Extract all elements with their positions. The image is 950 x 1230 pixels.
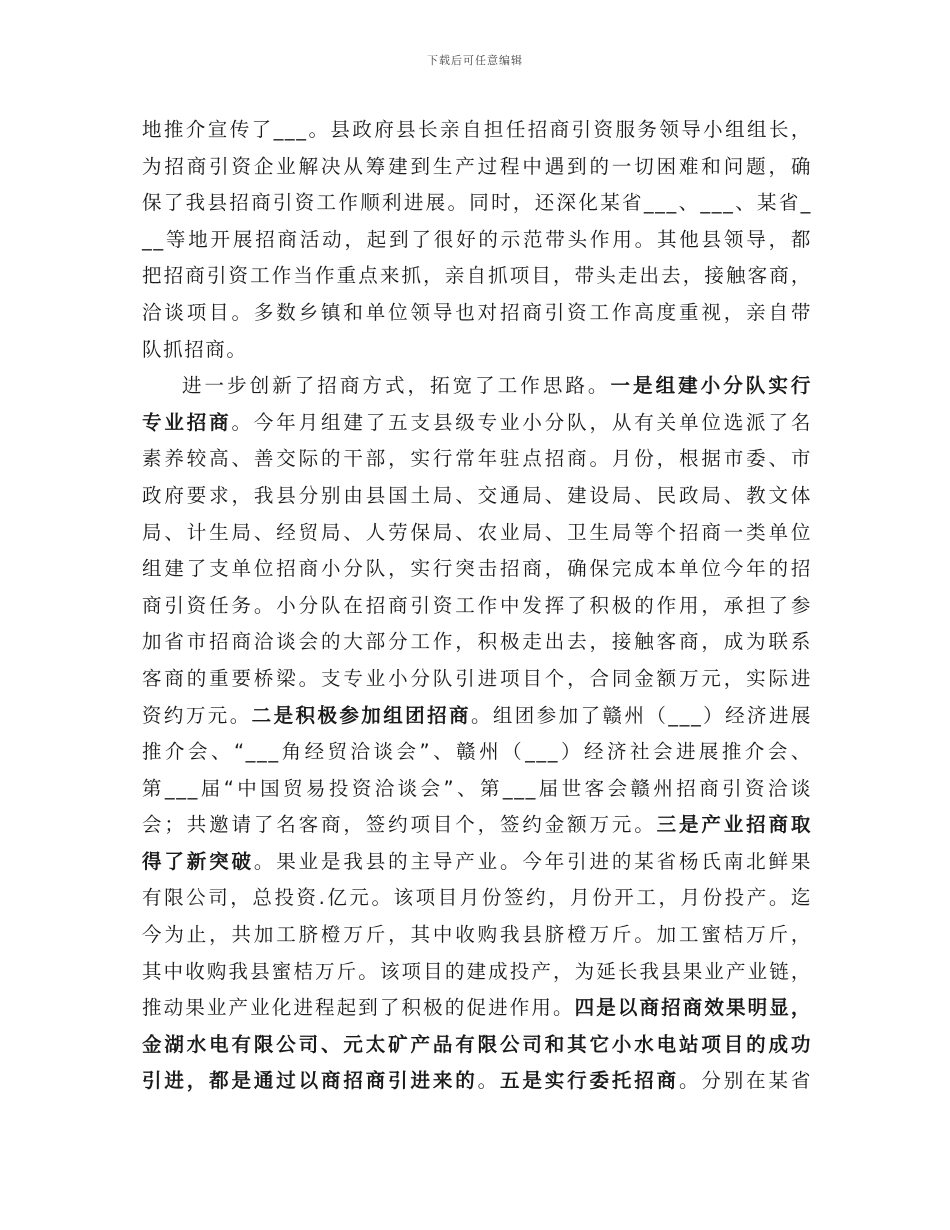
text-segment: 。果业是我县的主导产业。今年引进的某省杨氏南北鲜果 bbox=[253, 849, 812, 873]
bold-text-segment: 引进，都是通过以商招商引进来的 bbox=[142, 1069, 478, 1093]
bold-text-segment: 金湖水电有限公司、元太矿产品有限公司和其它小水电站项目的成功 bbox=[142, 1032, 812, 1056]
text-segment: 进一步创新了招商方式，拓宽了工作思路。 bbox=[182, 374, 611, 398]
text-line bbox=[142, 515, 812, 552]
text-line bbox=[142, 478, 812, 515]
bold-text-segment: 四是以商招商效果明显， bbox=[574, 996, 812, 1020]
text-segment: 推动果业产业化进程起到了积极的促进作用。 bbox=[142, 996, 575, 1020]
text-segment: 局、计生局、经贸局、人劳保局、农业局、卫生局等个招商一类单位 bbox=[142, 520, 812, 544]
text-segment: 第___届“中国贸易投资洽谈会”、第___届世客会赣州招商引资洽谈 bbox=[142, 776, 812, 800]
text-line bbox=[142, 771, 812, 808]
text-segment: 洽谈项目。多数乡镇和单位领导也对招商引资工作高度重视，亲自带 bbox=[142, 300, 812, 324]
text-segment: 其中收购我县蜜桔万斤。该项目的建成投产，为延长我县果业产业链， bbox=[142, 959, 812, 983]
text-segment: 队抓招商。 bbox=[142, 337, 248, 361]
text-segment: 组建了支单位招商小分队，实行突击招商，确保完成本单位今年的招 bbox=[142, 557, 812, 581]
text-line bbox=[142, 807, 812, 844]
text-line bbox=[142, 258, 812, 295]
text-line bbox=[142, 185, 812, 222]
text-segment: 把招商引资工作当作重点来抓，亲自抓项目，带头走出去，接触客商， bbox=[142, 264, 812, 288]
bold-text-segment: 一是组建小分队实行 bbox=[610, 374, 812, 398]
text-segment: 。分别在某省 bbox=[679, 1069, 812, 1093]
text-line bbox=[142, 295, 812, 332]
bold-text-segment: 二是积极参加组团招商 bbox=[251, 703, 471, 727]
text-segment: 今为止，共加工脐橙万斤，其中收购我县脐橙万斤。加工蜜桔万斤， bbox=[142, 923, 812, 947]
text-line bbox=[142, 698, 812, 735]
text-segment: 客商的重要桥梁。支专业小分队引进项目个，合同金额万元，实际进 bbox=[142, 666, 812, 690]
text-line bbox=[142, 917, 812, 954]
text-segment: 。组团参加了赣州（___）经济进展 bbox=[470, 703, 812, 727]
text-line bbox=[142, 1063, 812, 1100]
text-line bbox=[142, 624, 812, 661]
text-segment: 。 bbox=[477, 1069, 500, 1093]
text-segment: 素养较高、善交际的干部，实行常年驻点招商。月份，根据市委、市 bbox=[142, 447, 812, 471]
bold-text-segment: 专业招商 bbox=[142, 410, 232, 434]
text-line bbox=[142, 405, 812, 442]
text-segment: 有限公司，总投资.亿元。该项目月份签约，月份开工，月份投产。迄 bbox=[142, 886, 812, 910]
text-segment: 。今年月组建了五支县级专业小分队，从有关单位选派了名 bbox=[231, 410, 812, 434]
body-text bbox=[142, 112, 812, 1100]
text-segment: __等地开展招商活动，起到了很好的示范带头作用。其他县领导，都 bbox=[142, 227, 812, 251]
text-segment: 保了我县招商引资工作顺利进展。同时，还深化某省___、___、某省_ bbox=[142, 191, 812, 215]
text-line bbox=[142, 551, 812, 588]
text-segment: 加省市招商洽谈会的大部分工作，积极走出去，接触客商，成为联系 bbox=[142, 630, 812, 654]
text-line bbox=[142, 222, 812, 259]
text-line bbox=[142, 990, 812, 1027]
text-line bbox=[142, 149, 812, 186]
text-segment: 资约万元。 bbox=[142, 703, 252, 727]
text-line bbox=[142, 734, 812, 771]
text-segment: 为招商引资企业解决从筹建到生产过程中遇到的一切困难和问题，确 bbox=[142, 154, 812, 178]
bold-text-segment: 得了新突破 bbox=[142, 849, 254, 873]
bold-text-segment: 五是实行委托招商 bbox=[500, 1069, 679, 1093]
text-line bbox=[142, 954, 812, 991]
page-header: 下载后可任意编辑 bbox=[427, 54, 523, 67]
text-segment: 会；共邀请了名客商，签约项目个，签约金额万元。 bbox=[142, 813, 657, 837]
text-line bbox=[142, 880, 812, 917]
text-line bbox=[142, 588, 812, 625]
text-line bbox=[142, 661, 812, 698]
text-segment: 推介会、“___角经贸洽谈会”、赣州（___）经济社会进展推介会、 bbox=[142, 740, 812, 764]
bold-text-segment: 三是产业招商取 bbox=[656, 813, 812, 837]
text-line bbox=[142, 332, 812, 369]
text-line bbox=[142, 844, 812, 881]
text-line bbox=[142, 1027, 812, 1064]
text-segment: 政府要求，我县分别由县国土局、交通局、建设局、民政局、教文体 bbox=[142, 483, 812, 507]
text-segment: 商引资任务。小分队在招商引资工作中发挥了积极的作用，承担了参 bbox=[142, 593, 812, 617]
text-line bbox=[142, 368, 812, 405]
text-segment: 地推介宣传了___。县政府县长亲自担任招商引资服务领导小组组长， bbox=[142, 118, 812, 141]
text-line bbox=[142, 112, 812, 149]
text-line bbox=[142, 441, 812, 478]
